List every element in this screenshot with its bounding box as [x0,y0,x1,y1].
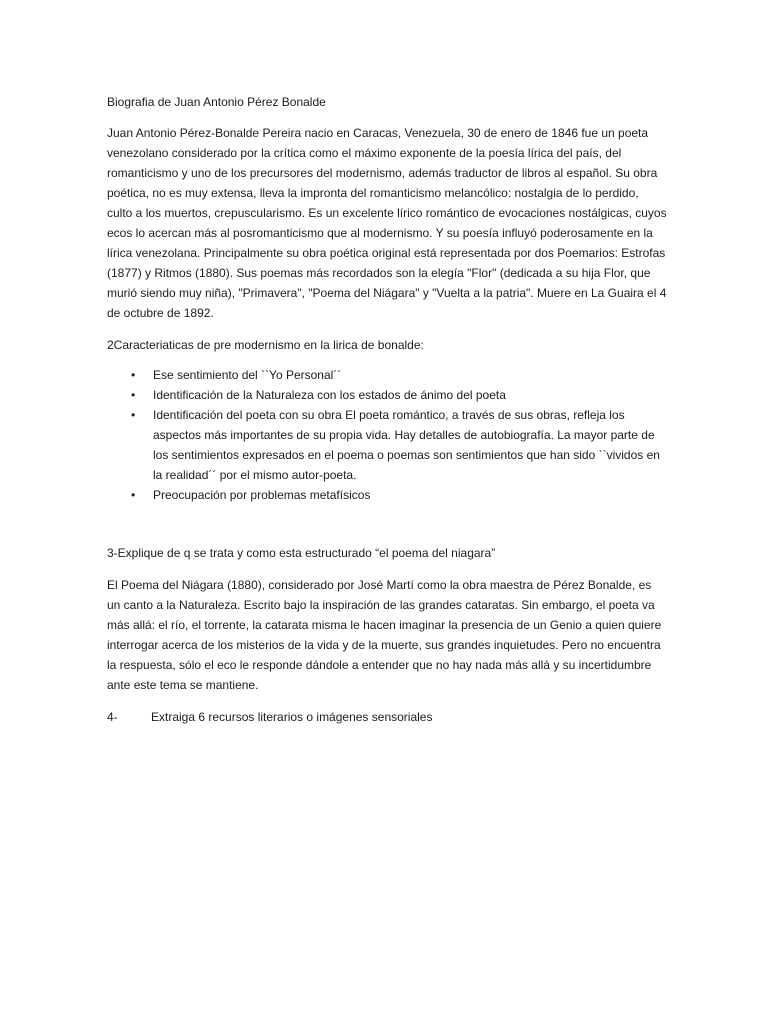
biography-paragraph: Juan Antonio Pérez-Bonalde Pereira nacio en Caracas, Venezuela, 30 de enero de 1846 fue un poeta venezolano considerado por la crítica como el máximo exponente de la poesía lírica del país, del romanticismo y uno de los precursores del modernismo, además traductor de libros al español. Su obra poética, no es muy extensa, lleva la impronta del romanticismo melancólico: nostalgia de lo perdido, culto a los muertos, crepuscularismo. Es un excelente lírico romántico de evocaciones nostálgicas, cuyos ecos lo acercan más al posromanticismo que al modernismo. Y su poesía influyó poderosamente en la lírica venezolana. Principalmente su obra poética original está representada por dos Poemarios: Estrofas (1877) y Ritmos (1880). Sus poemas más recordados son la elegía "Flor" (dedicada a su hija Flor, que murió siendo muy niña), "Primavera", "Poema del Niágara" y "Vuelta a la patria". Muere en La Guaira el 4 de octubre de 1892. [107,126,667,320]
list-item-text: Preocupación por problemas metafísicos [153,488,371,502]
question-4-text: Extraiga 6 recursos literarios o imágenes sensoriales [151,710,433,724]
list-item-text: Identificación del poeta con su obra El poeta romántico, a través de sus obras, refleja los aspectos más importantes de su propia vida. Hay detalles de autobiografía. La mayor parte de los sentimientos expresados en el poema o poemas son sentimientos que han sido ``vividos en la realidad´´ por el mismo autor-poeta. [153,408,660,482]
bullet-icon: • [131,408,136,422]
list-item [107,365,667,385]
bullet-icon: • [131,488,136,502]
niagara-answer-paragraph: El Poema del Niágara (1880), considerado por José Martí como la obra maestra de Pérez Bonalde, es un canto a la Naturaleza. Escrito bajo la inspiración de las grandes cataratas. Sin embargo, el poeta va más allá: el río, el torrente, la catarata misma le hacen imaginar la presencia de un Genio a quien quiere interrogar acerca de los misterios de la vida y de la muerte, sus grandes inquietudes. Pero no encuentra la respuesta, sólo el eco le responde dándole a entender que no hay nada más allá y su incertidumbre ante este tema se mantiene. [107,578,662,692]
list-item [107,385,667,405]
list-item [107,405,667,485]
bullet-icon: • [131,388,136,402]
document-content [107,92,667,727]
list-item-text: Identificación de la Naturaleza con los estados de ánimo del poeta [153,388,506,402]
bullet-icon: • [131,368,136,382]
list-item-text: Ese sentimiento del ``Yo Personal´´ [153,368,342,382]
question-4-number: 4- [107,710,118,724]
question-4-heading [107,707,667,727]
characteristics-list [107,365,667,505]
list-item [107,485,667,505]
question-3-heading: 3-Explique de q se trata y como esta estructurado “el poema del niagara” [107,546,496,560]
question-2-heading: 2Caracteriaticas de pre modernismo en la lirica de bonalde: [107,338,424,352]
document-title: Biografia de Juan Antonio Pérez Bonalde [107,95,326,109]
